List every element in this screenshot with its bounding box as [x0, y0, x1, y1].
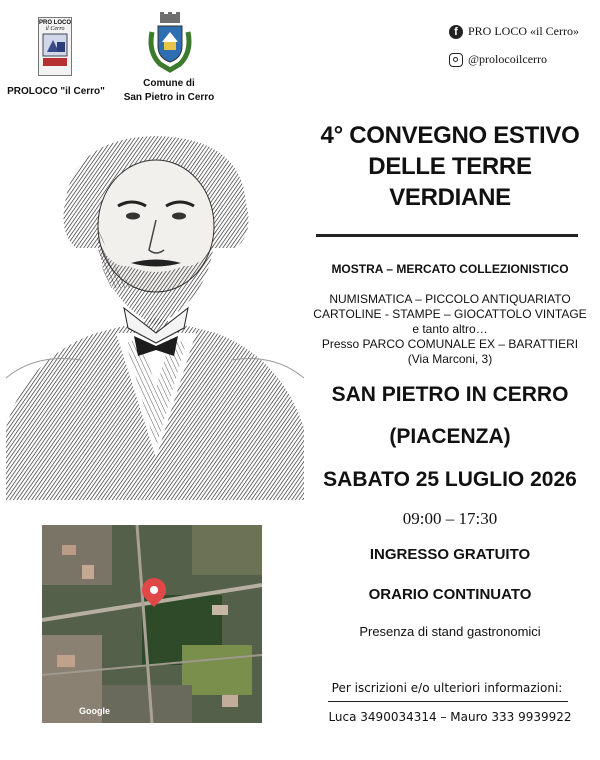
instagram-label: @prolocoilcerro [468, 52, 548, 66]
facebook-link[interactable] [449, 24, 579, 39]
title-divider [316, 234, 578, 237]
detail-line-4: Presso PARCO COMUNALE EX – BARATTIERI [321, 337, 579, 351]
proloco-caption: PROLOCO "il Cerro" [7, 86, 105, 97]
instagram-icon [449, 53, 463, 67]
event-details [300, 292, 600, 367]
facebook-label: PRO LOCO «il Cerro» [468, 24, 579, 38]
event-subtitle: MOSTRA – MERCATO COLLEZIONISTICO [331, 262, 569, 276]
proloco-logo-emblem [39, 32, 71, 70]
map-imagery [42, 525, 262, 723]
instagram-link[interactable] [449, 52, 547, 67]
comune-caption-line1: Comune di [143, 78, 195, 89]
location-map[interactable] [42, 525, 262, 723]
event-title [300, 120, 600, 213]
contacts: Luca 3490034314 – Mauro 333 9939922 [328, 710, 572, 724]
detail-line-2: CARTOLINE - STAMPE – GIOCATTOLO VINTAGE [313, 307, 587, 321]
event-date: SABATO 25 LUGLIO 2026 [323, 468, 577, 491]
verdi-portrait [6, 128, 304, 500]
map-watermark: Google [79, 706, 110, 716]
info-label: Per iscrizioni e/o ulteriori informazioni: [331, 681, 563, 695]
event-title-line-1: 4° CONVEGNO ESTIVO [320, 122, 580, 149]
facebook-icon: f [449, 25, 463, 39]
event-province: (PIACENZA) [389, 425, 511, 448]
event-entry: INGRESSO GRATUITO [369, 546, 531, 563]
proloco-logo-text-2: il Cerro [45, 26, 65, 32]
detail-line-5: (Via Marconi, 3) [407, 352, 493, 366]
comune-crest [146, 12, 194, 74]
info-divider [328, 701, 568, 702]
event-town: SAN PIETRO IN CERRO [331, 383, 569, 406]
proloco-logo-text-1: PRO LOCO [39, 20, 72, 26]
event-title-line-3: VERDIANE [389, 184, 511, 211]
event-schedule: ORARIO CONTINUATO [368, 586, 532, 603]
event-title-line-2: DELLE TERRE [368, 153, 532, 180]
event-hours: 09:00 – 17:30 [402, 509, 498, 528]
detail-line-3: e tanto altro… [412, 322, 488, 336]
comune-caption-line2: San Pietro in Cerro [123, 92, 215, 103]
event-food: Presenza di stand gastronomici [359, 624, 541, 639]
proloco-logo [38, 17, 72, 76]
detail-line-1: NUMISMATICA – PICCOLO ANTIQUARIATO [329, 292, 571, 306]
